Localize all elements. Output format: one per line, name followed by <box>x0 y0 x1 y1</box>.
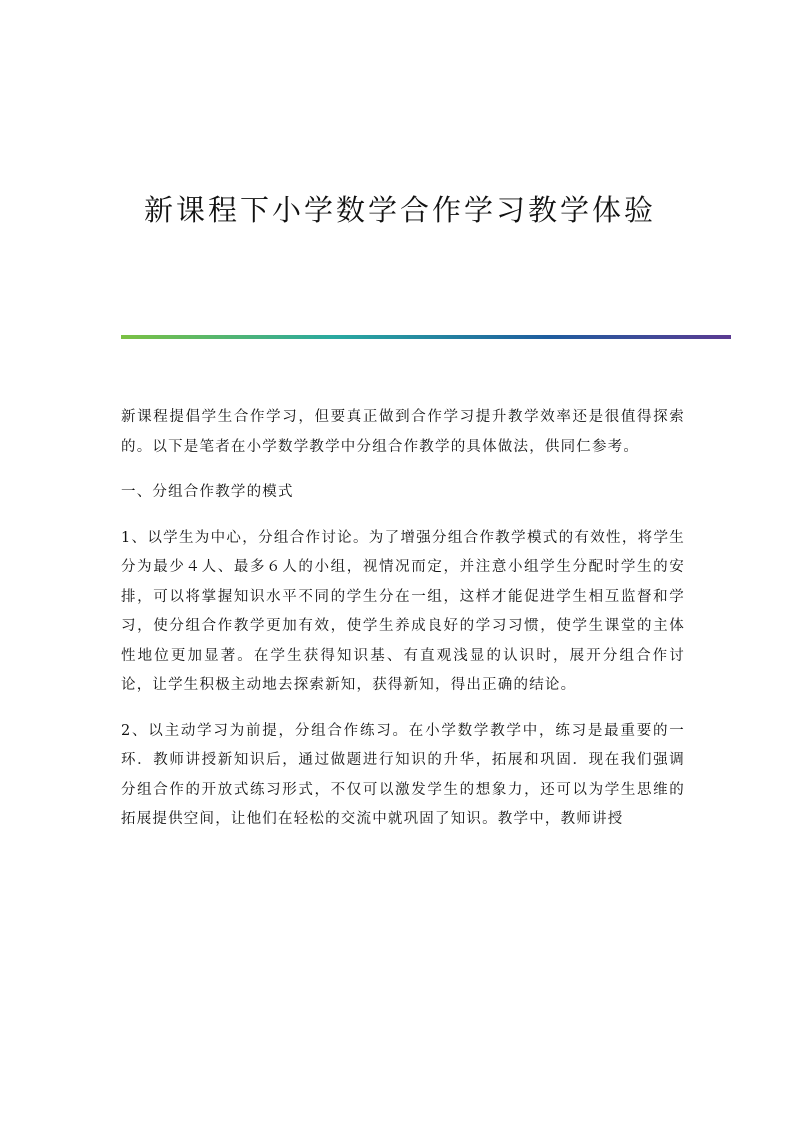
paragraph-point-1: 1、以学生为中心，分组合作讨论。为了增强分组合作教学模式的有效性，将学生分为最少４人、最多６人的小组，视情况而定，并注意小组学生分配时学生的安排，可以将掌握知识水平不同的学生分在一组，这样才能促进学生相互监督和学习，使分组合作教学更加有效，使学生养成良好的学习习惯，使学生课堂的主体性地位更加显著。在学生获得知识基、有直观浅显的认识时，展开分组合作讨论，让学生积极主动地去探索新知，获得新知，得出正确的结论。 <box>121 529 685 693</box>
document-body <box>121 403 685 851</box>
paragraph-intro: 新课程提倡学生合作学习，但要真正做到合作学习提升教学效率还是很值得探索的。以下是笔者在小学数学教学中分组合作教学的具体做法，供同仁参考。 <box>121 409 685 455</box>
paragraph-point-2: 2、以主动学习为前提，分组合作练习。在小学数学教学中，练习是最重要的一环．教师讲授新知识后，通过做题进行知识的升华，拓展和巩固．现在我们强调分组合作的开放式练习形式，不仅可以激发学生的想象力，还可以为学生思维的拓展提供空间，让他们在轻松的交流中就巩固了知识。教学中，教师讲授 <box>121 722 685 827</box>
title-divider <box>121 335 731 339</box>
section-heading: 一、分组合作教学的模式 <box>121 484 294 500</box>
document-title: 新课程下小学数学合作学习教学体验 <box>143 193 656 227</box>
